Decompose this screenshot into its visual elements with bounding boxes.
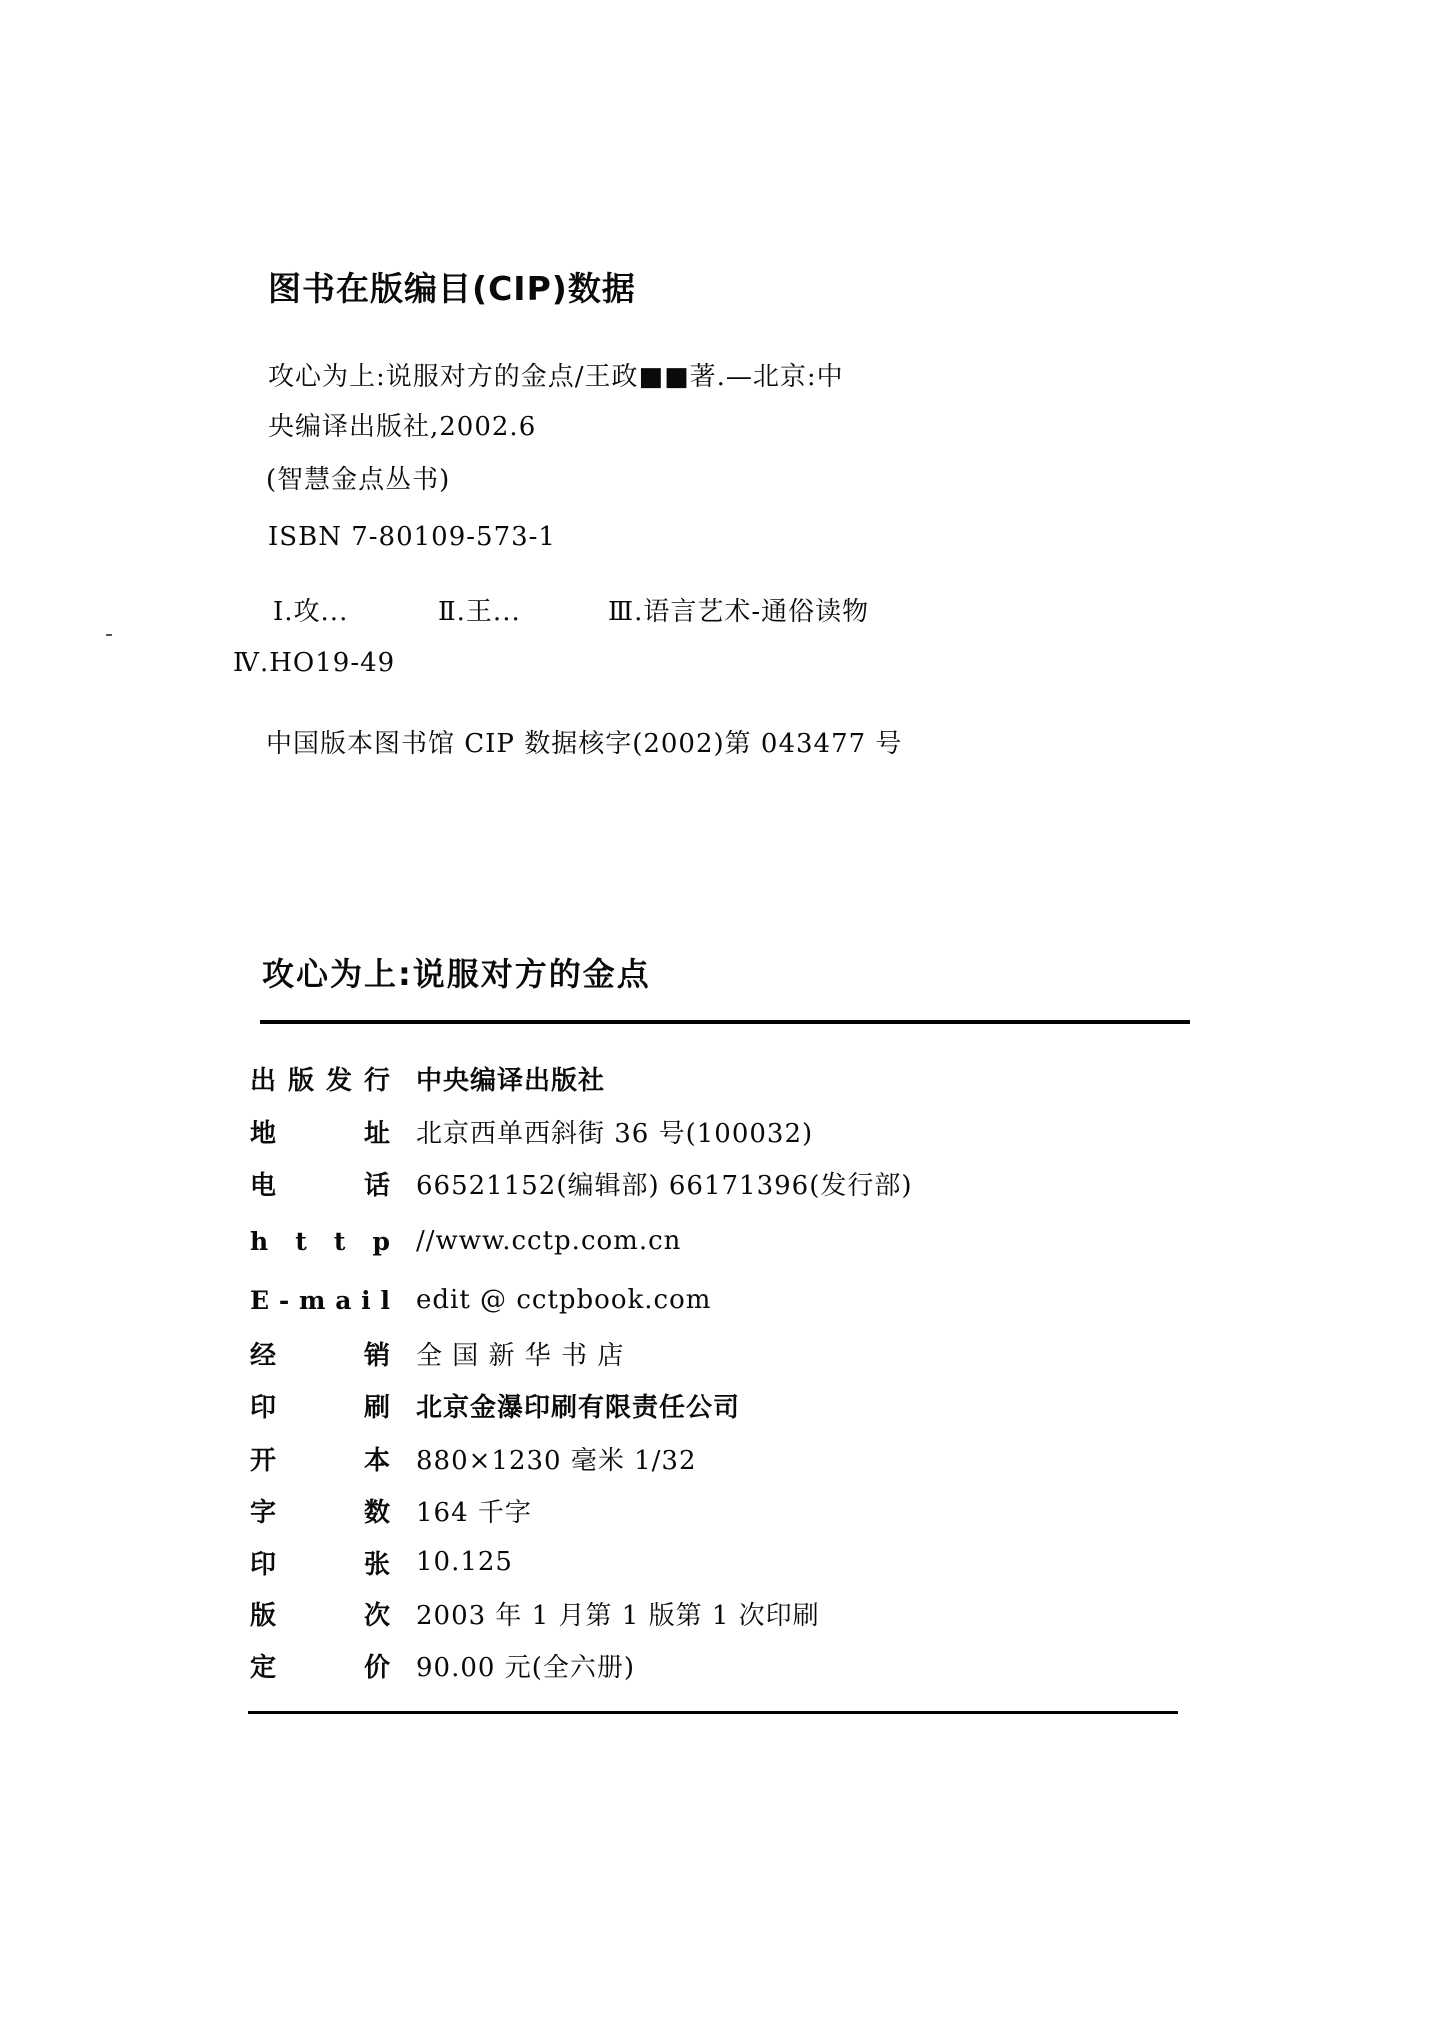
- row-value: 66521152(编辑部) 66171396(发行部): [416, 1170, 913, 1201]
- row-label: h t t p: [250, 1226, 390, 1256]
- row-label: 经 销: [250, 1340, 390, 1371]
- cip-class-3: Ⅲ.语言艺术-通俗读物: [608, 597, 870, 627]
- row-label: 地 址: [250, 1118, 390, 1149]
- row-value: 880×1230 毫米 1/32: [416, 1445, 697, 1476]
- colophon-row-sheets: [250, 1547, 513, 1580]
- colophon-row-http: [250, 1226, 681, 1256]
- row-value: 2003 年 1 月第 1 版第 1 次印刷: [416, 1600, 820, 1631]
- row-value: 北京西单西斜街 36 号(100032): [416, 1118, 814, 1149]
- row-value: 10.125: [416, 1547, 513, 1577]
- website-link[interactable]: //www.cctp.com.cn: [416, 1226, 682, 1256]
- row-value: 全 国 新 华 书 店: [416, 1340, 625, 1371]
- colophon-row-price: [250, 1650, 635, 1683]
- cip-class-2: Ⅱ.王...: [438, 597, 521, 627]
- row-label: 电 话: [250, 1170, 390, 1201]
- row-value: 北京金瀑印刷有限责任公司: [416, 1392, 741, 1423]
- book-title: 攻心为上:说服对方的金点: [262, 955, 651, 993]
- cip-line-series: (智慧金点丛书): [266, 465, 451, 495]
- cip-line-isbn: ISBN 7-80109-573-1: [268, 522, 556, 552]
- cip-verification: 中国版本图书馆 CIP 数据核字(2002)第 043477 号: [266, 729, 903, 759]
- cip-heading: 图书在版编目(CIP)数据: [268, 269, 636, 308]
- row-value: 90.00 元(全六册): [416, 1652, 635, 1683]
- row-label: 版 次: [250, 1600, 390, 1631]
- colophon-row-printer: [250, 1390, 741, 1423]
- colophon-row-address: [250, 1116, 814, 1149]
- row-label: E - m a i l: [250, 1285, 390, 1315]
- row-label: 印 刷: [250, 1392, 390, 1423]
- colophon-row-phone: [250, 1168, 913, 1201]
- cip-line-title: 攻心为上:说服对方的金点/王政■■著.—北京:中: [268, 362, 844, 392]
- row-label: 印 张: [250, 1549, 390, 1580]
- colophon-row-email: [250, 1285, 711, 1315]
- row-label: 出 版 发 行: [250, 1065, 390, 1096]
- row-label: 字 数: [250, 1497, 390, 1528]
- top-rule: [260, 1020, 1190, 1024]
- colophon-row-wordcount: [250, 1495, 532, 1528]
- cip-class-4: Ⅳ.HO19-49: [233, 648, 396, 678]
- row-label: 开 本: [250, 1445, 390, 1476]
- colophon-row-format: [250, 1443, 697, 1476]
- row-value: 164 千字: [416, 1497, 532, 1528]
- cip-class-1: Ⅰ.攻...: [273, 597, 349, 627]
- cip-line-publisher: 央编译出版社,2002.6: [268, 412, 537, 442]
- row-value: 中央编译出版社: [416, 1065, 606, 1096]
- colophon-row-publisher: [250, 1063, 606, 1096]
- row-label: 定 价: [250, 1652, 390, 1683]
- colophon-row-edition: [250, 1598, 820, 1631]
- scan-speck: [106, 634, 112, 636]
- colophon-row-distributor: [250, 1338, 625, 1371]
- email-link[interactable]: edit @ cctpbook.com: [416, 1285, 712, 1315]
- bottom-rule: [248, 1711, 1178, 1714]
